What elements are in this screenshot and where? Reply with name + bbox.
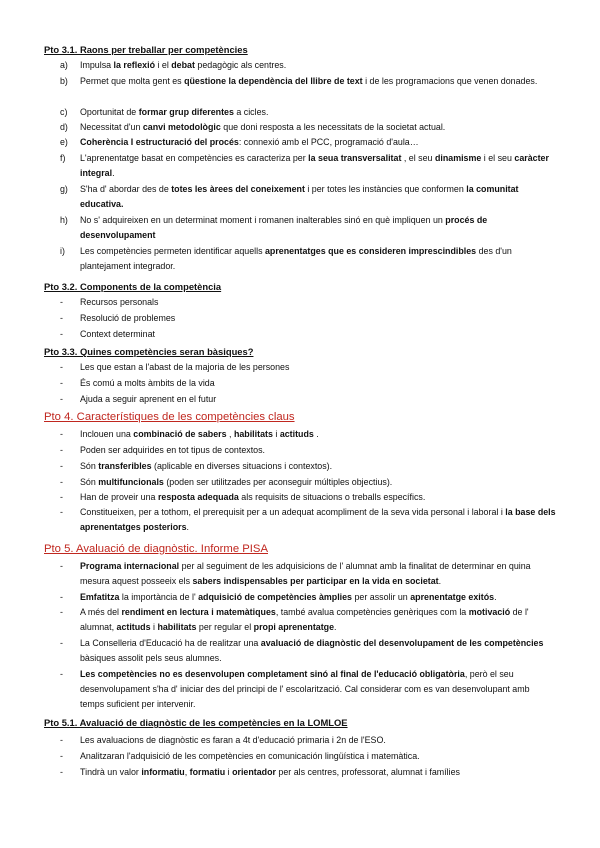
bold-text: formar grup diferentes	[138, 107, 234, 117]
text-run: des d'un plantejament integrador.	[80, 246, 512, 271]
text-run: i de les programacions que venen donades.	[362, 76, 538, 86]
text-run: que doni resposta a les necessitats de la societat actual.	[220, 122, 446, 132]
list-item-text	[80, 459, 556, 474]
text-run: .	[334, 622, 337, 632]
list-item-text	[80, 636, 556, 666]
list-item-text	[80, 213, 556, 243]
list-item-text	[80, 327, 556, 342]
text-run: S'ha d' abordar des de	[80, 184, 172, 194]
list-marker: -	[60, 492, 63, 502]
bold-text: avaluació de diagnòstic del desenvolupament de les competències	[260, 638, 544, 648]
list-item-text	[80, 749, 556, 764]
bold-text: Coherència I estructuració del procés	[80, 137, 239, 147]
text-run: .	[313, 429, 319, 439]
list-marker: -	[60, 461, 63, 471]
text-run: Les que estan a l'abast de la majoria de les persones	[80, 362, 290, 372]
bold-text: aprenentatge exitós	[410, 592, 495, 602]
list-item-text	[80, 311, 556, 326]
list-item-text	[80, 182, 556, 212]
bold-text: totes les àrees del coneixement	[171, 184, 305, 194]
bold-text: actituds	[279, 429, 314, 439]
text-run: : connexió amb el PCC, programació d'aula…	[238, 137, 419, 147]
list-marker: -	[60, 735, 63, 745]
text-run: la importància de l'	[119, 592, 199, 602]
list-marker: -	[60, 561, 63, 571]
section-heading-5-1: Pto 5.1. Avaluació de diagnòstic de les competències en la LOMLOE	[44, 717, 348, 728]
list-marker: d)	[60, 122, 68, 132]
list-item-text	[80, 105, 556, 120]
list-marker: c)	[60, 107, 68, 117]
list-marker: -	[60, 751, 63, 761]
text-run: per als centres, professorat, alumnat i famílies	[275, 767, 460, 777]
text-run: Han de proveir una	[80, 492, 158, 502]
section-heading-5: Pto 5. Avaluació de diagnòstic. Informe PISA	[44, 543, 268, 555]
list-item-text	[80, 58, 556, 73]
bold-text: la base dels aprenentatges posteriors	[80, 507, 556, 532]
text-run: Permet que molta gent es	[80, 76, 185, 86]
bold-text: debat	[171, 60, 195, 70]
text-run: .	[438, 576, 442, 586]
bold-text: habilitats	[157, 622, 197, 632]
text-run: Tindrà un valor	[80, 767, 142, 777]
bold-text: adquisició de competències àmplies	[198, 592, 352, 602]
list-marker: -	[60, 607, 63, 617]
bold-text: dinamisme	[434, 153, 482, 163]
text-run: i el	[154, 60, 172, 70]
bold-text: sabers indispensables per participar en la vida en societat	[192, 576, 439, 586]
text-run: als requisits de situacions o treballs específics.	[238, 492, 426, 502]
list-item-text	[80, 360, 556, 375]
text-run: L'aprenentatge basat en competències es caracteriza per	[80, 153, 309, 163]
bold-text: propi aprenentatge	[253, 622, 335, 632]
text-run: La Conselleria d'Educació ha de realitzar una	[80, 638, 261, 648]
text-run: ,	[184, 767, 190, 777]
text-run: , però el seu desenvolupament s'ha d' iniciar des del principi de l' escolarització. Cal considerar com es van desenvolupant amb temps suficient per intervenir.	[80, 669, 530, 709]
text-run: i	[272, 429, 280, 439]
list-marker: e)	[60, 137, 68, 147]
text-run: Resolució de problemes	[80, 313, 176, 323]
list-marker: -	[60, 767, 63, 777]
text-run: (aplicable en diverses situacions i contextos).	[151, 461, 333, 471]
list-marker: -	[60, 313, 63, 323]
list-item-text	[80, 765, 556, 780]
text-run: a cicles.	[233, 107, 269, 117]
list-item-text	[80, 427, 556, 442]
bold-text: la reflexió	[113, 60, 155, 70]
list-item-text	[80, 590, 556, 605]
list-item-text	[80, 120, 556, 135]
list-item-text	[80, 490, 556, 505]
bold-text: transferibles	[98, 461, 152, 471]
list-item-text	[80, 733, 556, 748]
text-run: Són	[80, 461, 99, 471]
list-marker: a)	[60, 60, 68, 70]
text-run: Constitueixen, per a tothom, el prerequisit per a un adequat acompliment de la seva vida personal i laboral i	[80, 507, 506, 517]
list-marker: -	[60, 362, 63, 372]
bold-text: qüestione la dependència del llibre de text	[184, 76, 363, 86]
list-item-text	[80, 295, 556, 310]
list-marker: -	[60, 477, 63, 487]
text-run: bàsiques assolit pels seus alumnes.	[80, 653, 222, 663]
bold-text: Emfatitza	[80, 592, 120, 602]
text-run: Analitzaran l'adquisició de les competències en comunicación lingüística i matemàtica.	[80, 751, 420, 761]
list-marker: -	[60, 638, 63, 648]
list-item-text	[80, 559, 556, 589]
text-run: Impulsa	[80, 60, 114, 70]
bold-text: actituds	[116, 622, 151, 632]
bold-text: combinació de sabers	[133, 429, 227, 439]
text-run: i el seu	[481, 153, 515, 163]
list-item-text	[80, 475, 556, 490]
list-marker: i)	[60, 246, 65, 256]
text-run: Les competències permeten identificar aquells	[80, 246, 265, 256]
text-run: i per totes les instàncies que conformen	[304, 184, 467, 194]
bold-text: formatiu	[189, 767, 226, 777]
text-run: per al seguiment de les adquisicions de l' alumnat amb la finalitat de determinar en quina mesura aquest posseeix els	[80, 561, 531, 586]
text-run: ,	[226, 429, 234, 439]
list-marker: f)	[60, 153, 66, 163]
list-item-text	[80, 392, 556, 407]
section-heading-4: Pto 4. Característiques de les competències claus	[44, 411, 295, 423]
text-run: .	[186, 522, 189, 532]
bold-text: caràcter integral	[80, 153, 549, 178]
text-run: , també avalua competències genèriques com la	[275, 607, 469, 617]
text-run: A més del	[80, 607, 122, 617]
text-run: i	[150, 622, 158, 632]
text-run: , el seu	[401, 153, 435, 163]
list-item-text	[80, 605, 556, 635]
list-item-text	[80, 135, 556, 150]
bold-text: resposta adequada	[157, 492, 239, 502]
bold-text: procés de desenvolupament	[80, 215, 488, 240]
text-run: de l' alumnat,	[80, 607, 529, 632]
text-run: Són	[80, 477, 99, 487]
section-heading-3-2: Pto 3.2. Components de la competència	[44, 281, 222, 292]
bold-text: aprenentatges que es consideren imprescindibles	[265, 246, 477, 256]
list-marker: b)	[60, 76, 68, 86]
bold-text: canvi metodològic	[142, 122, 221, 132]
bold-text: informatiu	[141, 767, 185, 777]
section-heading-3-1: Pto 3.1. Raons per treballar per competències	[44, 44, 248, 55]
bold-text: orientador	[232, 767, 276, 777]
text-run: Ajuda a seguir aprenent en el futur	[80, 394, 217, 404]
bold-text: habilitats	[233, 429, 273, 439]
bold-text: Les competències no es desenvolupen completament sinó al final de l'educació obligatòria	[80, 669, 465, 679]
list-marker: -	[60, 429, 63, 439]
bold-text: rendiment en lectura i matemàtiques	[121, 607, 276, 617]
list-item-text	[80, 505, 556, 535]
list-marker: -	[60, 394, 63, 404]
text-run: Context determinat	[80, 329, 155, 339]
list-item-text	[80, 74, 556, 89]
text-run: .	[494, 592, 497, 602]
list-item-text	[80, 151, 556, 181]
text-run: Necessitat d'un	[80, 122, 143, 132]
list-marker: -	[60, 592, 63, 602]
text-run: Poden ser adquirides en tot tipus de contextos.	[80, 445, 266, 455]
list-marker: -	[60, 297, 63, 307]
list-marker: -	[60, 329, 63, 339]
text-run: És comú a molts àmbits de la vida	[80, 378, 215, 388]
text-run: per assolir un	[352, 592, 411, 602]
list-item-text	[80, 667, 556, 712]
bold-text: la seua transversalitat	[308, 153, 402, 163]
list-marker: -	[60, 669, 63, 679]
text-run: Oportunitat de	[80, 107, 139, 117]
list-marker: h)	[60, 215, 68, 225]
text-run: .	[112, 168, 115, 178]
bold-text: la comunitat educativa.	[80, 184, 519, 209]
text-run: Inclouen una	[80, 429, 134, 439]
list-marker: g)	[60, 184, 68, 194]
list-marker: -	[60, 378, 63, 388]
bold-text: Programa internacional	[80, 561, 180, 571]
list-marker: -	[60, 445, 63, 455]
text-run: (poden ser utilitzades per aconseguir múltiples objectius).	[163, 477, 393, 487]
text-run: pedagògic als centres.	[194, 60, 287, 70]
list-item-text	[80, 244, 556, 274]
text-run: i	[225, 767, 233, 777]
bold-text: multifuncionals	[98, 477, 164, 487]
text-run: No s' adquireixen en un determinat moment i romanen inalterables sinó en què impliquen un	[80, 215, 446, 225]
list-marker: -	[60, 507, 63, 517]
text-run: Recursos personals	[80, 297, 159, 307]
list-item-text	[80, 443, 556, 458]
text-run: Les avaluacions de diagnòstic es faran a 4t d'educació primaria i 2n de l'ESO.	[80, 735, 386, 745]
section-heading-3-3: Pto 3.3. Quines competències seran bàsiques?	[44, 346, 254, 357]
text-run: per regular el	[196, 622, 254, 632]
bold-text: motivació	[468, 607, 511, 617]
list-item-text	[80, 376, 556, 391]
